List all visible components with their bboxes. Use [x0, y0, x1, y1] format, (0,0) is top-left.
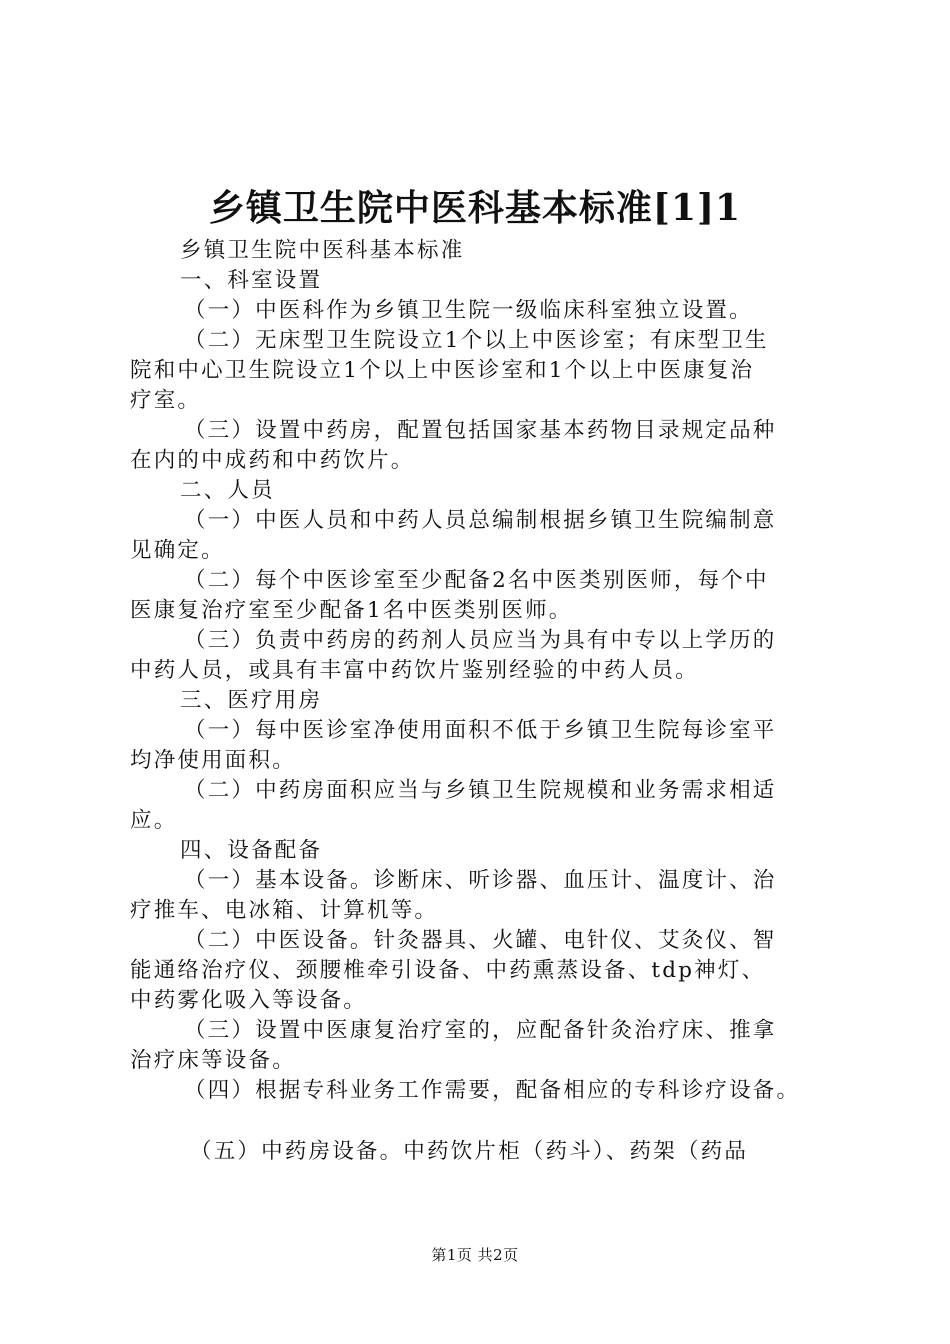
body-line: 应。 [130, 808, 178, 833]
body-line: （三）设置中药房，配置包括国家基本药物目录规定品种 [184, 418, 777, 443]
document-title: 乡镇卫生院中医科基本标准[1]1 [208, 187, 742, 229]
body-line: 乡镇卫生院中医科基本标准 [180, 238, 465, 263]
body-line: （一）中医人员和中药人员总编制根据乡镇卫生院编制意 [184, 508, 777, 533]
body-line: 能通络治疗仪、颈腰椎牵引设备、中药熏蒸设备、tdp神灯、 [130, 958, 766, 983]
body-line: 医康复治疗室至少配备1名中医类别医师。 [130, 598, 573, 623]
body-line: （五）中药房设备。中药饮片柜（药斗）、药架（药品 [190, 1139, 749, 1164]
body-line: （三）设置中医康复治疗室的，应配备针灸治疗床、推拿 [184, 1018, 777, 1043]
section-heading: 一、科室设置 [180, 268, 323, 293]
body-line: （三）负责中药房的药剂人员应当为具有中专以上学历的 [184, 628, 777, 653]
body-line: （二）中药房面积应当与乡镇卫生院规模和业务需求相适 [184, 778, 777, 803]
body-line: 均净使用面积。 [130, 748, 296, 773]
section-heading: 三、医疗用房 [180, 688, 323, 713]
body-line: 疗室。 [130, 388, 202, 413]
body-line: （四）根据专科业务工作需要，配备相应的专科诊疗设备。 [184, 1078, 801, 1103]
body-line: 中药雾化吸入等设备。 [130, 988, 368, 1013]
body-line: （一）每中医诊室净使用面积不低于乡镇卫生院每诊室平 [184, 718, 777, 743]
section-heading: 四、设备配备 [180, 838, 323, 863]
page-footer: 第1页 共2页 [431, 1246, 519, 1264]
body-line: 在内的中成药和中药饮片。 [130, 448, 415, 473]
paragraph-gap [130, 1106, 835, 1137]
body-line: 见确定。 [130, 538, 225, 563]
body-line: 中药人员，或具有丰富中药饮片鉴别经验的中药人员。 [130, 658, 699, 683]
body-line: （一）基本设备。诊断床、听诊器、血压计、温度计、治 [184, 868, 777, 893]
body-line: （二）中医设备。针灸器具、火罐、电针仪、艾灸仪、智 [184, 928, 777, 953]
body-line: （一）中医科作为乡镇卫生院一级临床科室独立设置。 [184, 298, 753, 323]
document-body [130, 236, 835, 1167]
body-line: 治疗床等设备。 [130, 1048, 296, 1073]
body-line: 疗推车、电冰箱、计算机等。 [130, 898, 439, 923]
body-line: （二）无床型卫生院设立1个以上中医诊室；有床型卫生 [184, 328, 769, 353]
body-line: 院和中心卫生院设立1个以上中医诊室和1个以上中医康复治 [130, 358, 755, 383]
body-line: （二）每个中医诊室至少配备2名中医类别医师，每个中 [184, 568, 769, 593]
section-heading: 二、人员 [180, 478, 275, 503]
